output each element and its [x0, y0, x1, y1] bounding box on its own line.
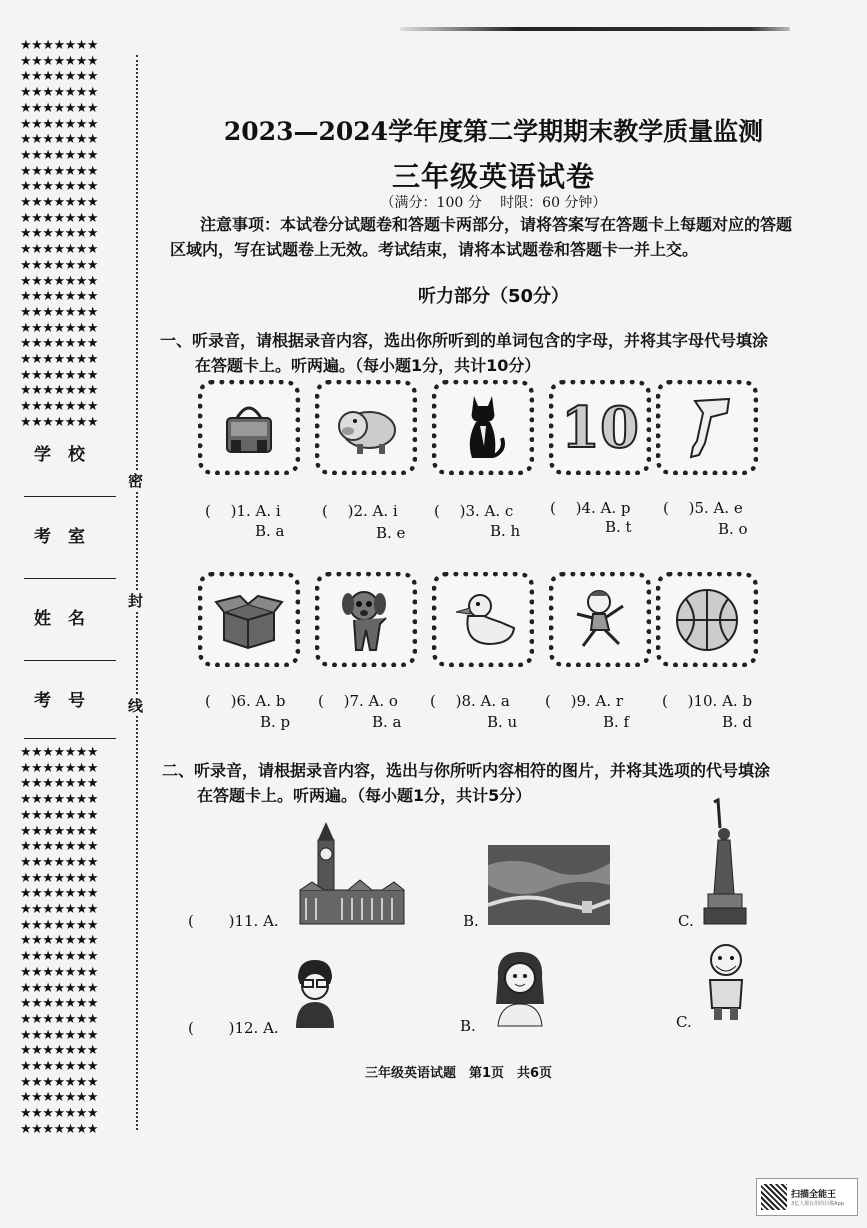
room-label: 考 室 [34, 527, 85, 547]
pic-cat [432, 380, 534, 475]
pic-bag [198, 380, 300, 475]
duck-icon [448, 588, 518, 652]
q4: ( )4. A. p [550, 499, 631, 517]
qr-code-icon [761, 1184, 787, 1210]
school-label: 学 校 [34, 445, 85, 465]
running-boy-icon [565, 584, 635, 656]
q11-option-c: C. [678, 912, 694, 930]
pic-duck [432, 572, 534, 667]
exam-title: 2023—2024学年度第二学期期末教学质量监测 [223, 117, 764, 146]
scanner-name: 扫描全能王 [791, 1190, 837, 1200]
q6-text: ( )6. A. b [205, 692, 286, 710]
pic-ball [656, 572, 758, 667]
q11-option-b: B. [463, 912, 479, 930]
q12-option-b: B. [460, 1017, 476, 1035]
q9-text: ( )9. A. r [545, 692, 624, 710]
listening-section-title: 听力部分（50分） [417, 286, 570, 307]
room-field [26, 522, 114, 547]
id-field [26, 686, 114, 711]
ball-icon [672, 585, 742, 655]
pig-icon [331, 398, 401, 458]
notice-text: 注意事项：本试卷分试题卷和答题卡两部分，请将答案写在答题卡上每题对应的答题区域内，写在试题卷上无效。考试结束，请将本试题卷和答题卡一并上交。 [170, 215, 793, 259]
q4-option-b: B. t [605, 518, 632, 536]
q5-option-b: B. o [718, 520, 748, 538]
q1: ( )1. A. i [205, 502, 281, 520]
scanner-watermark [756, 1178, 858, 1216]
part1-instructions [160, 328, 795, 378]
pic-ten [549, 380, 651, 475]
box-icon [214, 590, 284, 650]
q2-option-b: B. e [376, 524, 406, 542]
q10-option-b: B. d [722, 713, 753, 731]
q7-text: ( )7. A. o [318, 692, 398, 710]
bag-icon [217, 396, 281, 460]
pic-boy [549, 572, 651, 667]
q6-option-b: B. p [260, 713, 291, 731]
name-field [26, 604, 114, 629]
pic-pig [315, 380, 417, 475]
great-wall-icon [488, 845, 610, 925]
q1-option-b: B. a [255, 522, 285, 540]
big-ben-icon [292, 820, 412, 930]
q8-option-b: B. u [487, 713, 518, 731]
q8-text: ( )8. A. a [430, 692, 510, 710]
q2: ( )2. A. i [322, 502, 398, 520]
id-underline [24, 738, 116, 739]
q7-option-b: B. a [372, 713, 402, 731]
cat-icon [458, 390, 508, 465]
part1-line1: 一、听录音，请根据录音内容，选出你所听到的单词包含的字母，并将其字母代号填涂 [160, 331, 769, 350]
top-rule [400, 27, 790, 31]
stars-border-top: ★★★★★★★ ★★★★★★★ ★★★★★★★ ★★★★★★★ ★★★★★★★ ★★★★★★★ ★★★★★★★ ★★★★★★★ ★★★★★★★ ★★★★★★★ ★★★★★★★ ★★★★★★★ ★★★★★★★ ★★★★★★★ ★★★★★★★ ★★★★★★★ ★★★★★★★ ★★★★★★★ ★★★★★★★ ★★★★★★★ ★★★★★★★ ★★★★★★★ ★★★★★★★ ★★★★★★★ ★★★★★★★ [20, 38, 99, 430]
pic-dog [315, 572, 417, 667]
q10-text: ( )10. A. b [662, 692, 753, 710]
q11-label: ( )11. A. [188, 912, 279, 930]
q5: ( )5. A. e [663, 499, 743, 517]
school-field [26, 440, 114, 465]
scanner-sub: 3亿人都在用的扫描App [791, 1201, 844, 1207]
part2-line1: 二、听录音，请根据录音内容，选出与你所听内容相符的图片，并将其选项的代号填涂 [162, 761, 771, 780]
name-label: 姓 名 [34, 609, 85, 629]
q12-label: ( )12. A. [188, 1019, 279, 1037]
pic-box [198, 572, 300, 667]
stars-border-bottom: ★★★★★★★ ★★★★★★★ ★★★★★★★ ★★★★★★★ ★★★★★★★ ★★★★★★★ ★★★★★★★ ★★★★★★★ ★★★★★★★ ★★★★★★★ ★★★★★★★ ★★★★★★★ ★★★★★★★ ★★★★★★★ ★★★★★★★ ★★★★★★★ ★★★★★★★ ★★★★★★★ ★★★★★★★ ★★★★★★★ ★★★★★★★ ★★★★★★★ ★★★★★★★ ★★★★★★★ ★★★★★★★ [20, 745, 99, 1137]
exam-meta: （满分：100 分 时限：60 分钟） [380, 195, 607, 211]
part2-line2: 在答题卡上。听两遍。（每小题1分，共计5分） [197, 786, 532, 805]
statue-of-liberty-icon [700, 798, 752, 926]
q3: ( )3. A. c [434, 502, 514, 520]
dog-icon [336, 584, 396, 656]
girl-icon [490, 948, 550, 1028]
leg-icon [677, 393, 737, 463]
seal-char-mi: 密 [128, 472, 144, 490]
name-underline [24, 660, 116, 661]
ten-icon: 10 [561, 394, 639, 461]
q9-option-b: B. f [603, 713, 630, 731]
q12-option-c: C. [676, 1013, 692, 1031]
id-label: 考 号 [34, 691, 85, 711]
exam-subtitle: 三年级英语试卷 [391, 160, 595, 193]
page-footer: 三年级英语试题 第1页 共6页 [364, 1066, 553, 1081]
part1-line2: 在答题卡上。听两遍。（每小题1分，共计10分） [195, 356, 541, 375]
q3-option-b: B. h [490, 522, 521, 540]
room-underline [24, 578, 116, 579]
grandpa-icon [704, 938, 748, 1022]
pic-leg [656, 380, 758, 475]
school-underline [24, 496, 116, 497]
boy-with-glasses-icon [290, 958, 340, 1030]
seal-char-xian: 线 [128, 697, 144, 715]
seal-char-feng: 封 [128, 592, 144, 610]
